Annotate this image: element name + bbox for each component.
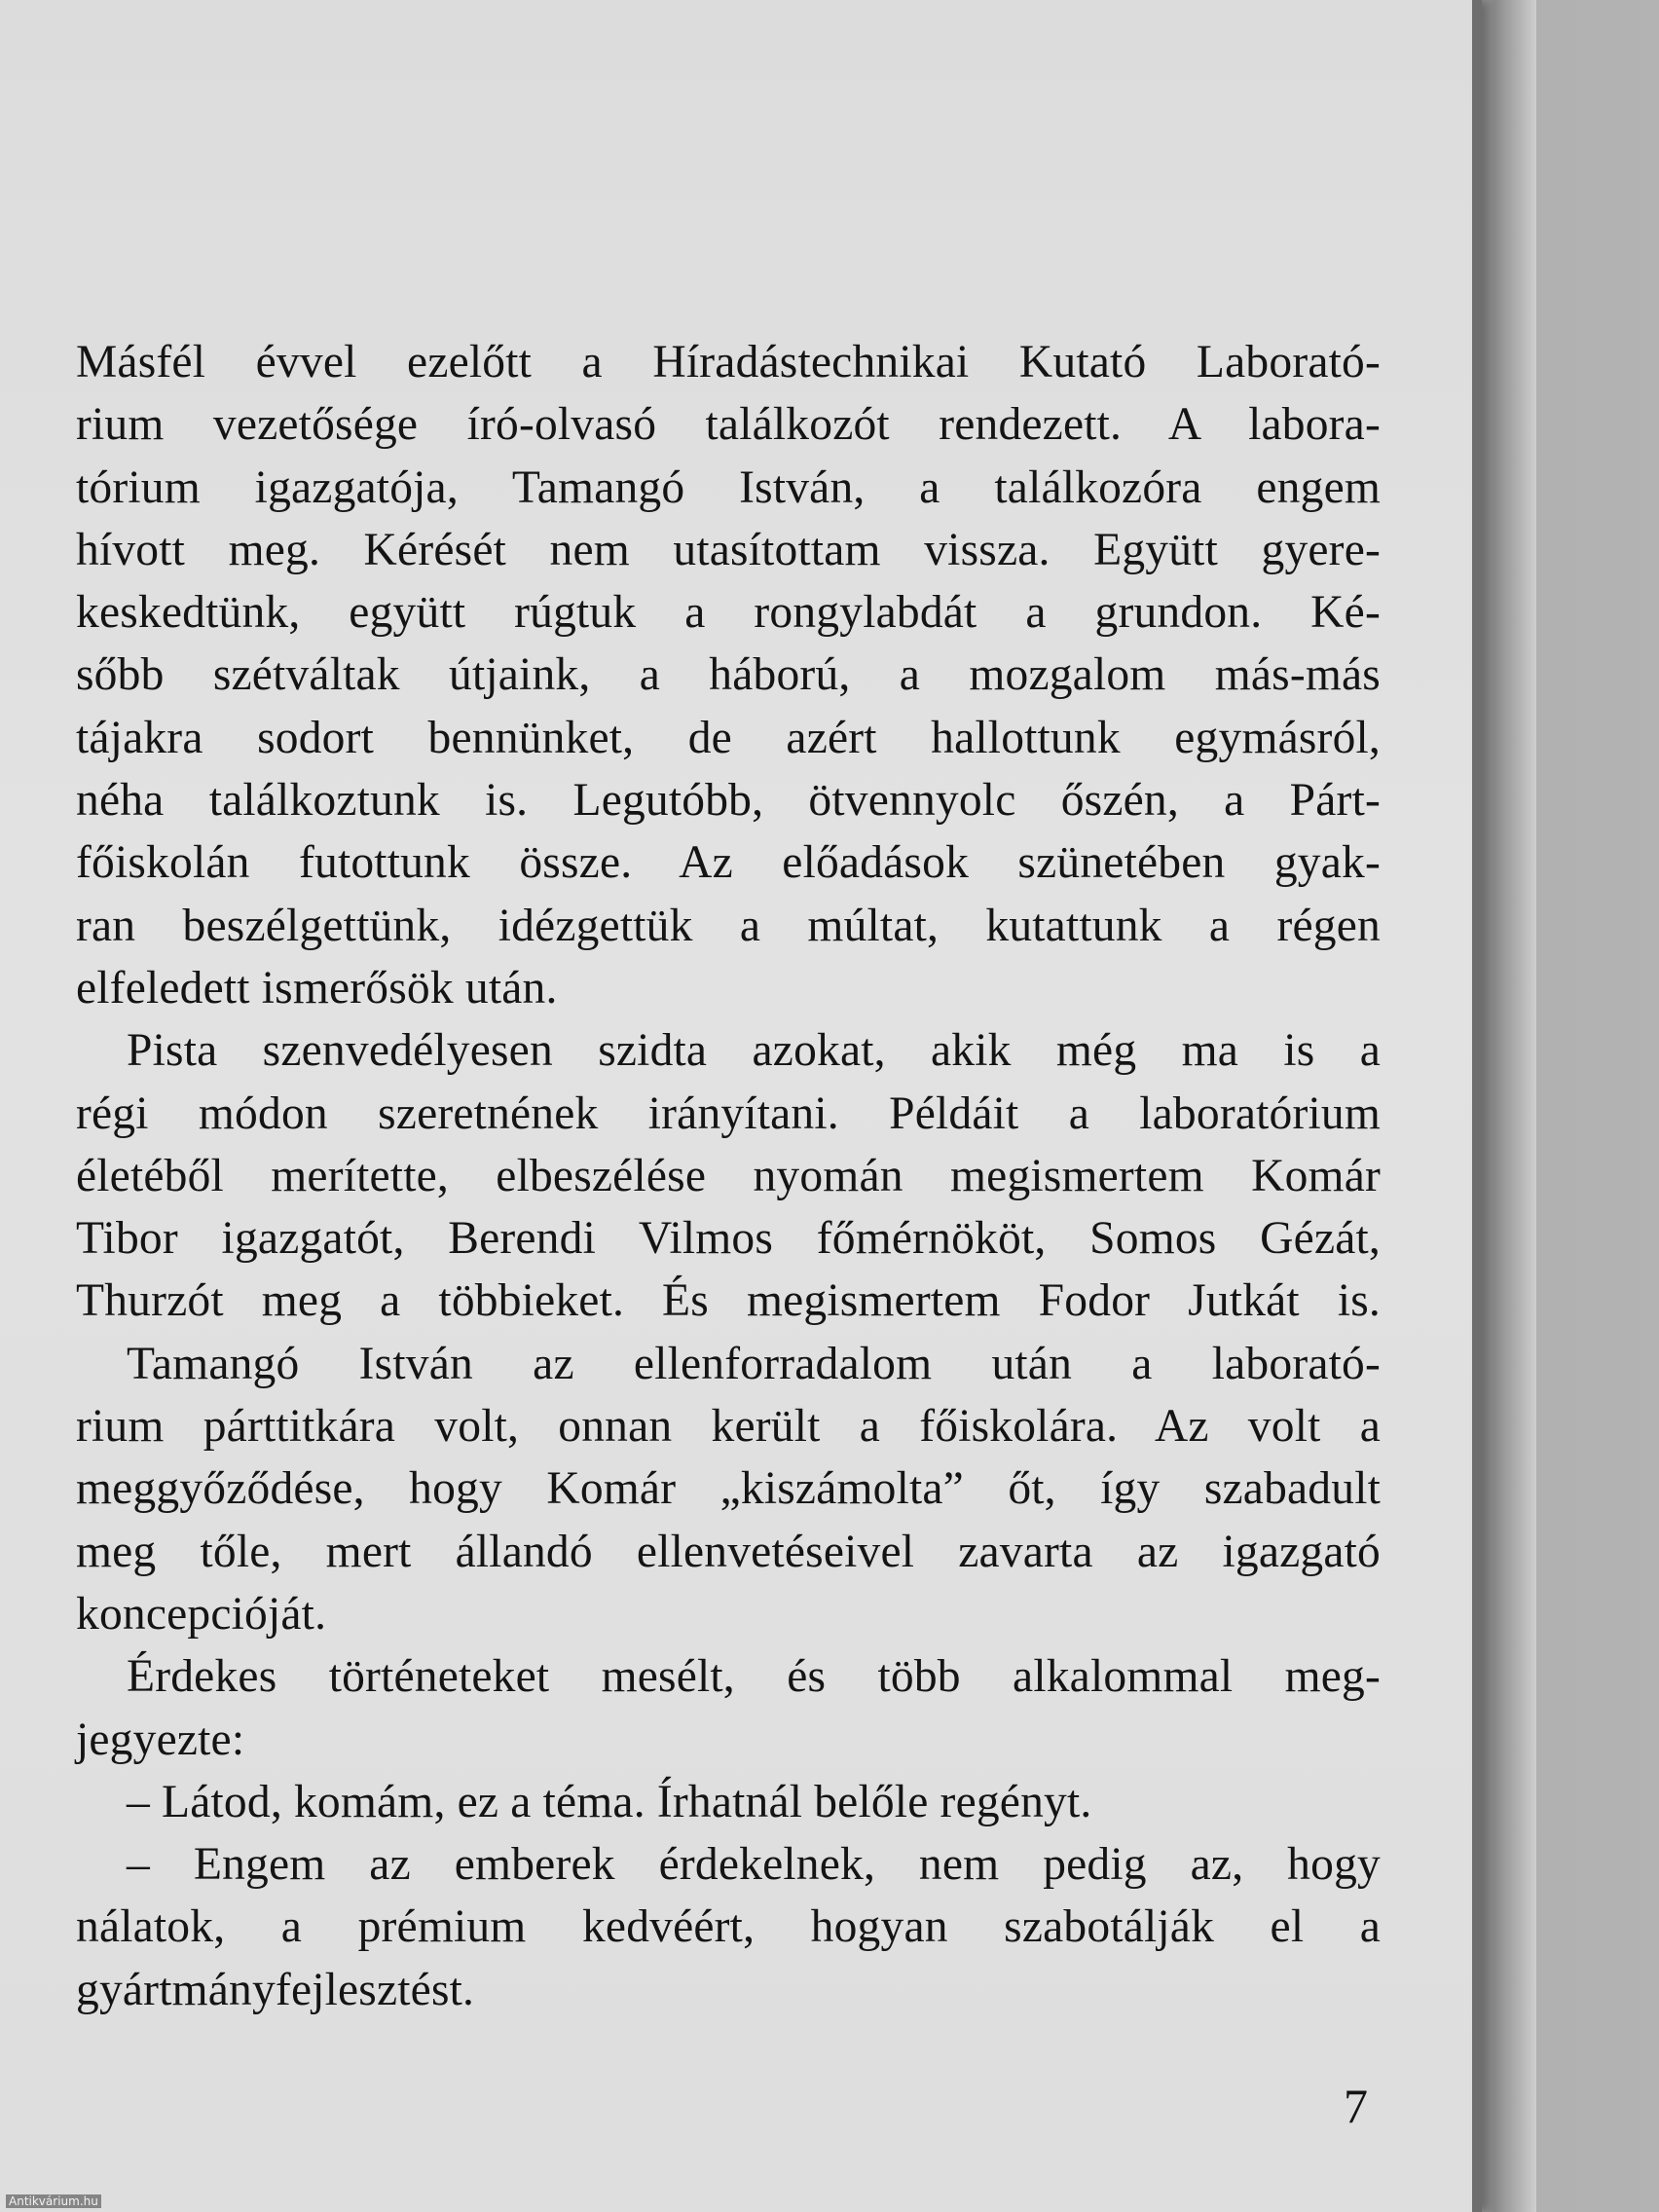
watermark: Antikvárium.hu [6, 2194, 101, 2208]
paragraph-1 [76, 331, 1381, 1019]
text-line: elfeledett ismerősök után. [76, 962, 558, 1014]
text-line: rium párttitkára volt, onnan került a főiskolára. Az volt a [76, 1401, 1381, 1453]
text-line: Érdekes történeteket mesélt, és több alkalommal meg- [127, 1651, 1381, 1703]
page-edge-border [1472, 0, 1482, 2212]
text-line: ran beszélgettünk, idézgettük a múltat, kutattunk a régen [76, 900, 1381, 951]
text-line: tájakra sodort bennünket, de azért hallottunk egymásról, [76, 712, 1381, 763]
dialogue-line: – Engem az emberek érdekelnek, nem pedig az, hogy [127, 1839, 1381, 1891]
text-line: Tamangó István az ellenforradalom után a laborató- [127, 1338, 1381, 1389]
body-text [76, 331, 1381, 2021]
paragraph-5 [76, 1771, 1381, 1833]
text-line: Tibor igazgatót, Berendi Vilmos főmérnököt, Somos Gézát, [76, 1213, 1381, 1265]
text-line: sőbb szétváltak útjaink, a háború, a mozgalom más-más [76, 649, 1381, 701]
text-line: életéből merítette, elbeszélése nyomán megismertem Komár [76, 1150, 1381, 1201]
paragraph-6 [76, 1833, 1381, 2021]
paragraph-4 [76, 1645, 1381, 1771]
text-line: rium vezetősége író-olvasó találkozót rendezett. A labora- [76, 399, 1381, 451]
text-line: Pista szenvedélyesen szidta azokat, akik még ma is a [127, 1025, 1381, 1077]
text-line: főiskolán futottunk össze. Az előadások szünetében gyak- [76, 837, 1381, 889]
text-line: jegyezte: [76, 1714, 245, 1765]
text-line: nálatok, a prémium kedvéért, hogyan szabotálják el a [76, 1901, 1381, 1953]
paragraph-2 [76, 1019, 1381, 1332]
text-line: régi módon szeretnének irányítani. Példáit a laboratórium [76, 1088, 1381, 1139]
page-number: 7 [1344, 2079, 1368, 2133]
text-line: koncepcióját. [76, 1588, 327, 1640]
dialogue-line: – Látod, komám, ez a téma. Írhatnál belőle regényt. [127, 1776, 1092, 1827]
text-line: Másfél évvel ezelőtt a Híradástechnikai Kutató Laborató- [76, 337, 1381, 387]
paragraph-3 [76, 1333, 1381, 1645]
text-line: tórium igazgatója, Tamangó István, a találkozóra engem [76, 461, 1381, 513]
text-line: Thurzót meg a többieket. És megismertem Fodor Jutkát is. [76, 1275, 1381, 1327]
text-line: meg tőle, mert állandó ellenvetéseivel zavarta az igazgató [76, 1526, 1381, 1577]
text-line: néha találkoztunk is. Legutóbb, ötvennyolc őszén, a Párt- [76, 775, 1381, 827]
text-line: hívott meg. Kérését nem utasítottam vissza. Együtt gyere- [76, 524, 1381, 575]
text-line: keskedtünk, együtt rúgtuk a rongylabdát a grundon. Ké- [76, 587, 1381, 639]
text-line: meggyőződése, hogy Komár „kiszámolta” őt, így szabadult [76, 1463, 1381, 1515]
text-line: gyártmányfejlesztést. [76, 1964, 475, 2015]
